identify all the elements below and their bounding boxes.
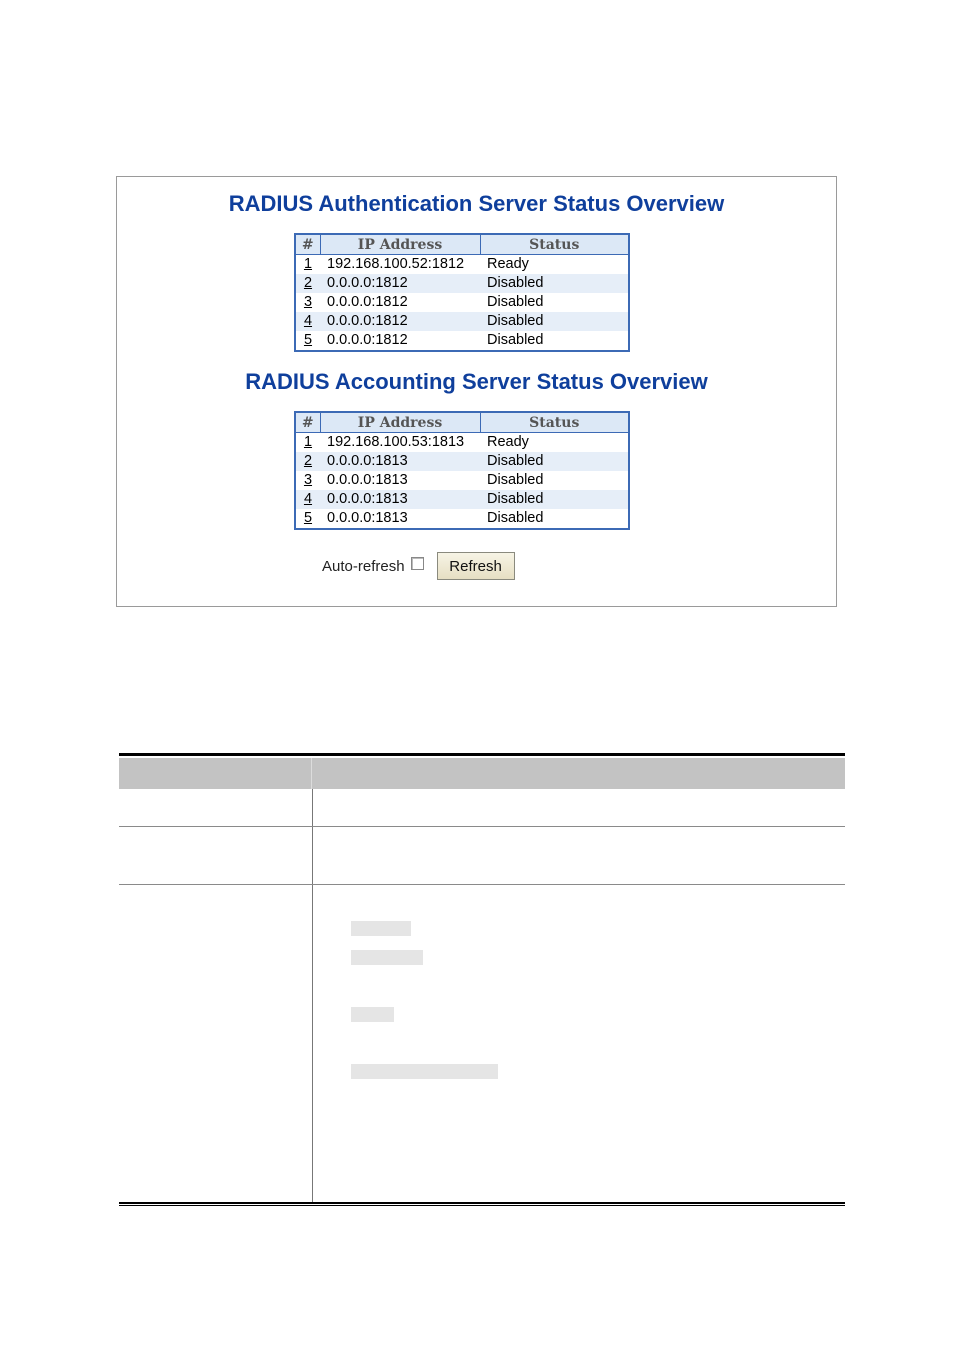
table-row	[295, 274, 629, 293]
server-ip-address: 0.0.0.0:1812	[327, 332, 408, 348]
server-status: Disabled	[487, 294, 544, 310]
auth-server-table	[294, 233, 630, 352]
server-number-link[interactable]: 4	[303, 313, 313, 329]
server-status: Disabled	[480, 312, 629, 331]
table-bottom-rule	[119, 1202, 845, 1204]
server-ip-address: 0.0.0.0:1813	[327, 472, 408, 488]
server-number-link[interactable]: 2	[303, 275, 313, 291]
server-status: Disabled	[487, 332, 544, 348]
table-row	[295, 452, 629, 471]
server-number-link[interactable]: 5	[303, 510, 313, 526]
column-header-status: Status	[480, 412, 629, 433]
row-divider	[119, 826, 845, 827]
server-ip-address: 192.168.100.53:1813	[327, 434, 465, 450]
server-number-link[interactable]: 2	[303, 453, 313, 469]
column-header-status: Status	[480, 234, 629, 255]
acct-status-title: RADIUS Accounting Server Status Overview	[245, 369, 708, 394]
server-number-link[interactable]: 3	[303, 472, 313, 488]
server-number-link[interactable]: 4	[303, 491, 313, 507]
server-status: Disabled	[487, 472, 544, 488]
server-ip-address: 0.0.0.0:1813	[327, 510, 408, 526]
table-row	[295, 255, 629, 275]
column-header-number: #	[295, 234, 320, 255]
server-ip-address: 0.0.0.0:1813	[320, 490, 480, 509]
server-ip-address: 0.0.0.0:1812	[320, 274, 480, 293]
server-status: Disabled	[480, 490, 629, 509]
table-row	[295, 331, 629, 351]
acct-server-table	[294, 411, 630, 530]
server-status: Ready	[487, 434, 529, 450]
table-bottom-rule	[119, 1205, 845, 1206]
server-number-link[interactable]: 1	[303, 434, 313, 450]
column-header-number: #	[295, 412, 320, 433]
refresh-controls	[322, 552, 515, 580]
table-row	[295, 312, 629, 331]
server-status: Disabled	[480, 452, 629, 471]
auth-status-title: RADIUS Authentication Server Status Overview	[228, 191, 725, 216]
server-status: Disabled	[480, 274, 629, 293]
auto-refresh-checkbox[interactable]	[411, 557, 424, 570]
screenshot-panel	[116, 176, 837, 607]
highlight-block	[351, 921, 411, 936]
server-status: Disabled	[487, 510, 544, 526]
table-row	[295, 509, 629, 529]
server-ip-address: 0.0.0.0:1813	[320, 452, 480, 471]
table-row	[295, 471, 629, 490]
server-ip-address: 0.0.0.0:1812	[320, 312, 480, 331]
header-column-divider	[311, 758, 312, 789]
table-header-row	[295, 412, 629, 433]
server-number-link[interactable]: 3	[303, 294, 313, 310]
refresh-button[interactable]: Refresh	[437, 552, 515, 580]
table-top-rule	[119, 753, 845, 756]
highlight-block	[351, 950, 423, 965]
server-ip-address: 192.168.100.52:1812	[327, 256, 465, 272]
table-row	[295, 293, 629, 312]
auto-refresh-label: Auto-refresh	[322, 557, 405, 575]
server-status: Ready	[487, 256, 529, 272]
table-row	[295, 433, 629, 453]
column-header-ip-address: IP Address	[320, 234, 480, 255]
server-ip-address: 0.0.0.0:1812	[327, 294, 408, 310]
table-header-bar	[119, 758, 845, 789]
parameter-description-table	[119, 753, 845, 1207]
table-header-row	[295, 234, 629, 255]
table-row	[295, 490, 629, 509]
server-number-link[interactable]: 5	[303, 332, 313, 348]
column-divider	[312, 789, 313, 1202]
row-divider	[119, 884, 845, 885]
server-number-link[interactable]: 1	[303, 256, 313, 272]
highlight-block	[351, 1064, 498, 1079]
highlight-block	[351, 1007, 394, 1022]
column-header-ip-address: IP Address	[320, 412, 480, 433]
